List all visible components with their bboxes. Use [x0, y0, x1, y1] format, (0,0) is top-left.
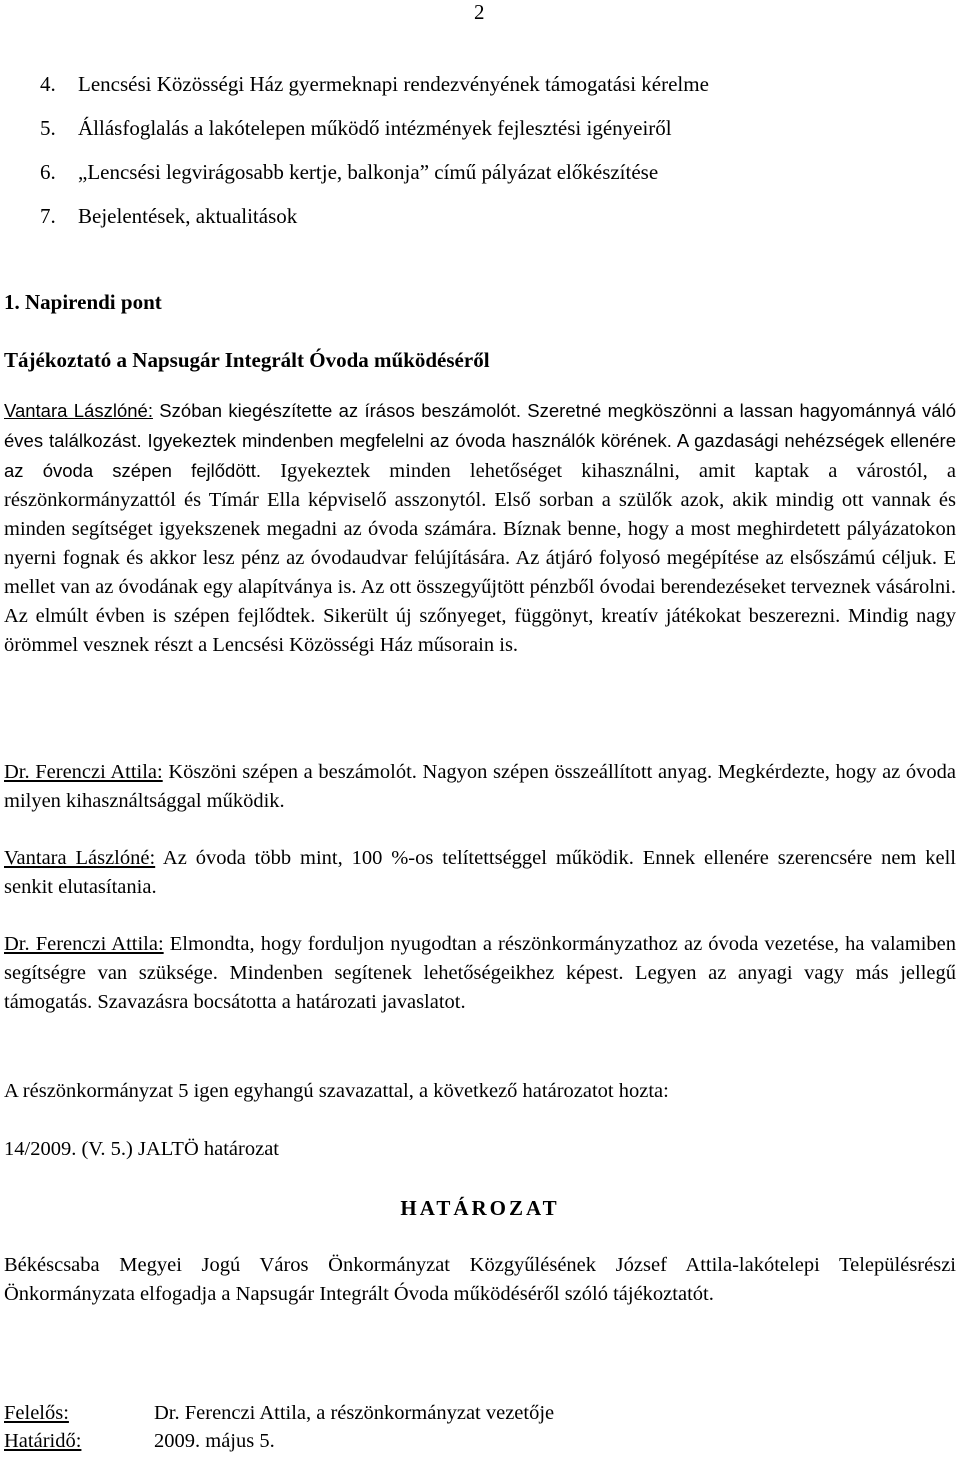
- speaker-name: Vantara Lászlóné:: [4, 847, 156, 869]
- section-heading: 1. Napirendi pont: [4, 290, 162, 314]
- agenda-item-text: Lencsési Közösségi Ház gyermeknapi rendezvényének támogatási kérelme: [78, 72, 709, 96]
- paragraph-text: Igyekeztek minden lehetőséget kihasználni, amit kaptak a várostól, a részönkormányzattól és Tímár Ella képviselő asszonytól. Első sorban a szülők azok, akik mindig ott vannak és minden segítséget igyekszenek megadni az óvoda számára. Bíznak benne, hogy a most meghirdetett pályázatokon nyerni fognak és akkor lesz pénz az óvodaudvar felújítására. Az átjáró folyosó megépítése az elsőszámú céljuk. E mellet van az óvodának egy alapítványa is. Az ott összegyűjtött pénzből óvodai berendezéseket terveznek vásárolni. Az elmúlt évben is szépen fejlődtek. Sikerült új szőnyeget, függönyt, kreatív játékokat beszerezni. Mindig nagy örömmel vesznek részt a Lencsési Közösségi Ház műsorain is.: [4, 460, 956, 656]
- paragraph-text: Köszöni szépen a beszámolót. Nagyon szépen összeállított anyag. Megkérdezte, hogy az óvoda milyen kihasználtsággal működik.: [4, 761, 956, 812]
- resolution-text: Békéscsaba Megyei Jogú Város Önkormányzat Közgyűlésének József Attila-lakótelepi Településrészi Önkormányzata elfogadja a Napsugár Integrált Óvoda működéséről szóló tájékoztatót.: [4, 1254, 956, 1305]
- paragraph-ferenczi-2: [4, 930, 956, 1017]
- responsible-value: Dr. Ferenczi Attila, a részönkormányzat vezetője: [154, 1402, 555, 1424]
- responsible-row: [4, 1402, 554, 1425]
- speaker-name: Dr. Ferenczi Attila:: [4, 933, 164, 955]
- agenda-item: [40, 158, 709, 202]
- agenda-item-number: 4.: [40, 72, 56, 96]
- resolution-title: HATÁROZAT: [400, 1196, 560, 1220]
- deadline-value: 2009. május 5.: [154, 1430, 275, 1452]
- vote-result: A részönkormányzat 5 igen egyhangú szavazattal, a következő határozatot hozta:: [4, 1080, 669, 1102]
- agenda-item-number: 7.: [40, 204, 56, 228]
- responsible-label: Felelős:: [4, 1402, 69, 1424]
- deadline-label: Határidő:: [4, 1430, 82, 1452]
- page-number: 2: [474, 0, 485, 24]
- paragraph-text-sans: Szóban kiegészítette az írásos beszámolót. Szeretné megköszönni a lassan hagyománnyá váló éves találkozást. Igyekeztek mindenben megfelelni az óvoda használók körének. A gazdasági nehézségek ellenére az óvoda szépen fejlődött.: [4, 400, 956, 481]
- agenda-item-text: Állásfoglalás a lakótelepen működő intézmények fejlesztési igényeiről: [78, 116, 672, 140]
- agenda-item-text: Bejelentések, aktualitások: [78, 204, 298, 228]
- resolution-number: 14/2009. (V. 5.) JALTÖ határozat: [4, 1138, 279, 1160]
- paragraph-vantara-1: [4, 396, 956, 660]
- speaker-name: Dr. Ferenczi Attila:: [4, 761, 163, 783]
- agenda-item-number: 6.: [40, 160, 56, 184]
- deadline-row: [4, 1430, 275, 1453]
- paragraph-vantara-2: [4, 844, 956, 902]
- paragraph-text: Az óvoda több mint, 100 %-os telítettséggel működik. Ennek ellenére szerencsére nem kell senkit elutasítania.: [4, 847, 956, 898]
- agenda-item: [40, 70, 709, 114]
- agenda-item-text: „Lencsési legvirágosabb kertje, balkonja” című pályázat előkészítése: [78, 160, 659, 184]
- paragraph-ferenczi-1: [4, 758, 956, 816]
- agenda-item: [40, 114, 709, 158]
- agenda-item-number: 5.: [40, 116, 56, 140]
- paragraph-text: Elmondta, hogy forduljon nyugodtan a részönkormányzathoz az óvoda vezetése, ha valamiben segítségre van szüksége. Mindenben segítenek lehetőségeikhez képest. Legyen az anyagi vagy más jellegű támogatás. Szavazásra bocsátotta a határozati javaslatot.: [4, 933, 956, 1013]
- agenda-item: [40, 202, 709, 246]
- agenda-list: [40, 70, 709, 246]
- section-subheading: Tájékoztató a Napsugár Integrált Óvoda működéséről: [4, 348, 490, 372]
- speaker-name: Vantara Lászlóné:: [4, 400, 153, 421]
